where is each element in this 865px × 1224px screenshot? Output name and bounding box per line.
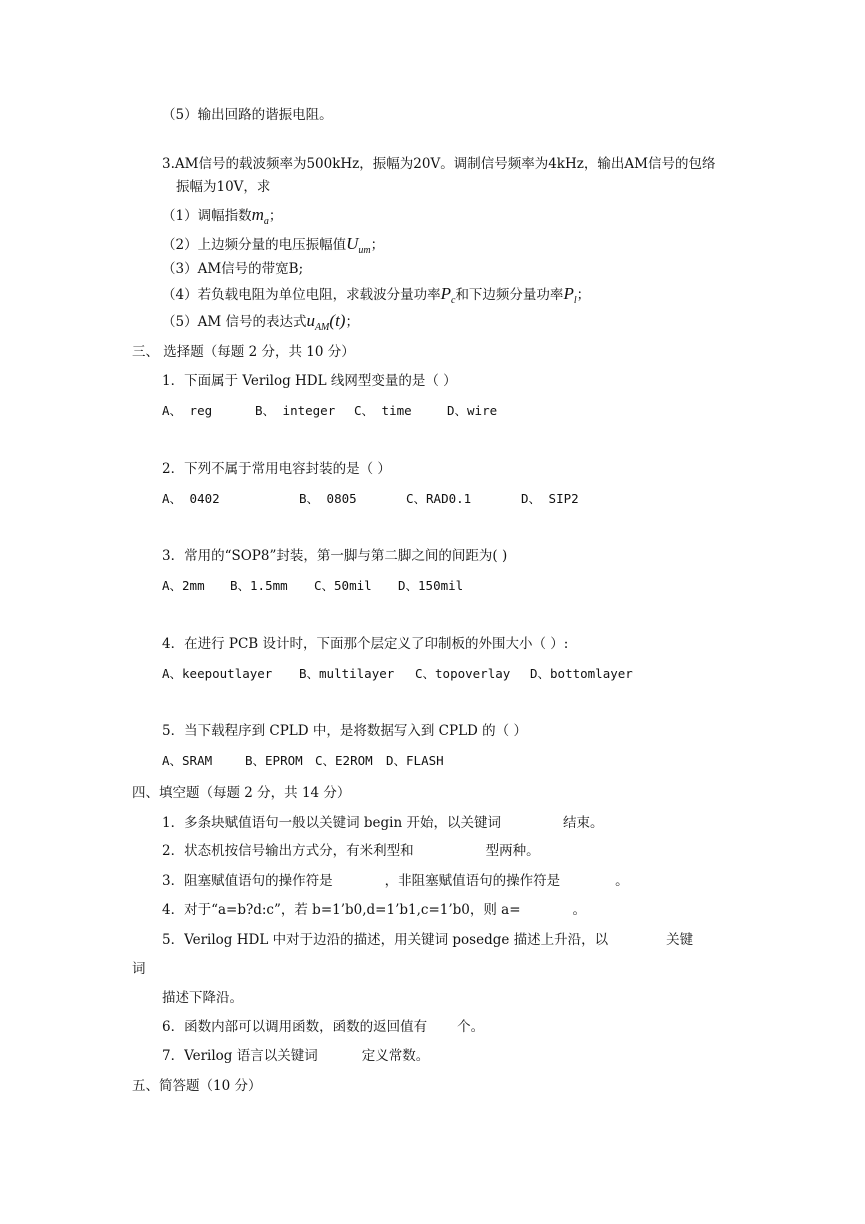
mc-options-4: A、keepoutlayer B、multilayer C、topoverlay D、bottomlayer	[162, 666, 633, 681]
sub-question-5: （5）AM 信号的表达式$u_{AM}(t)$；	[162, 311, 359, 333]
text-line: 振幅为10V，求	[176, 179, 271, 195]
mc-options-5: A、SRAM B、EPROM C、E2ROM D、FLASH	[162, 753, 444, 768]
text-line: （5）输出回路的谐振电阻。	[162, 107, 333, 123]
fill-question-7: 7．Verilog 语言以关键词 定义常数。	[162, 1048, 430, 1064]
fill-question-5: 5．Verilog HDL 中对于边沿的描述，用关键词 posedge 描述上升沿，以 关键	[162, 932, 694, 948]
mc-question-2: 2．下列不属于常用电容封装的是（ ）	[162, 461, 391, 477]
sub-question-4: （4）若负载电阻为单位电阻，求载波分量功率$P_c$和下边频分量功率$P_l$；	[162, 284, 591, 306]
fill-question-1: 1．多条块赋值语句一般以关键词 begin 开始，以关键词 结束。	[162, 815, 604, 831]
section-heading-4: 四、填空题（每题 2 分，共 14 分）	[132, 785, 351, 801]
text-line: 描述下降沿。	[162, 990, 243, 1006]
section-heading-3: 三、 选择题（每题 2 分，共 10 分）	[132, 344, 355, 360]
mc-question-5: 5．当下载程序到 CPLD 中，是将数据写入到 CPLD 的（ ）	[162, 723, 527, 739]
sub-question-2: （2）上边频分量的电压振幅值$U_{um}$；	[162, 234, 385, 256]
mc-options-2: A、 0402 B、 0805 C、RAD0.1 D、 SIP2	[162, 491, 579, 506]
fill-question-3: 3．阻塞赋值语句的操作符是 ，非阻塞赋值语句的操作符是 。	[162, 873, 629, 889]
fill-question-2: 2．状态机按信号输出方式分，有米利型和 型两种。	[162, 843, 540, 859]
mc-question-1: 1．下面属于 Verilog HDL 线网型变量的是（ ）	[162, 373, 457, 389]
sub-question-3: （3）AM信号的带宽B;	[162, 261, 304, 277]
sub-question-1: （1）调幅指数$m_a$；	[162, 205, 283, 227]
mc-question-3: 3．常用的“SOP8”封装，第一脚与第二脚之间的间距为( )	[162, 548, 508, 564]
fill-question-4: 4．对于“a=b?d:c”，若 b=1’b0,d=1’b1,c=1’b0，则 a= 。	[162, 902, 587, 918]
fill-question-6: 6．函数内部可以调用函数，函数的返回值有 个。	[162, 1019, 485, 1035]
mc-options-1: A、 reg B、 integer C、 time D、wire	[162, 403, 498, 418]
question-3-intro: 3.AM信号的载波频率为500kHz，振幅为20V。调制信号频率为4kHz，输出AM信号的包络	[162, 156, 716, 172]
mc-options-3: A、2mm B、1.5mm C、50mil D、150mil	[162, 578, 464, 593]
text-line: 词	[132, 961, 146, 977]
mc-question-4: 4．在进行 PCB 设计时，下面那个层定义了印制板的外围大小（ ）:	[162, 636, 569, 652]
section-heading-5: 五、简答题（10 分）	[132, 1078, 262, 1094]
